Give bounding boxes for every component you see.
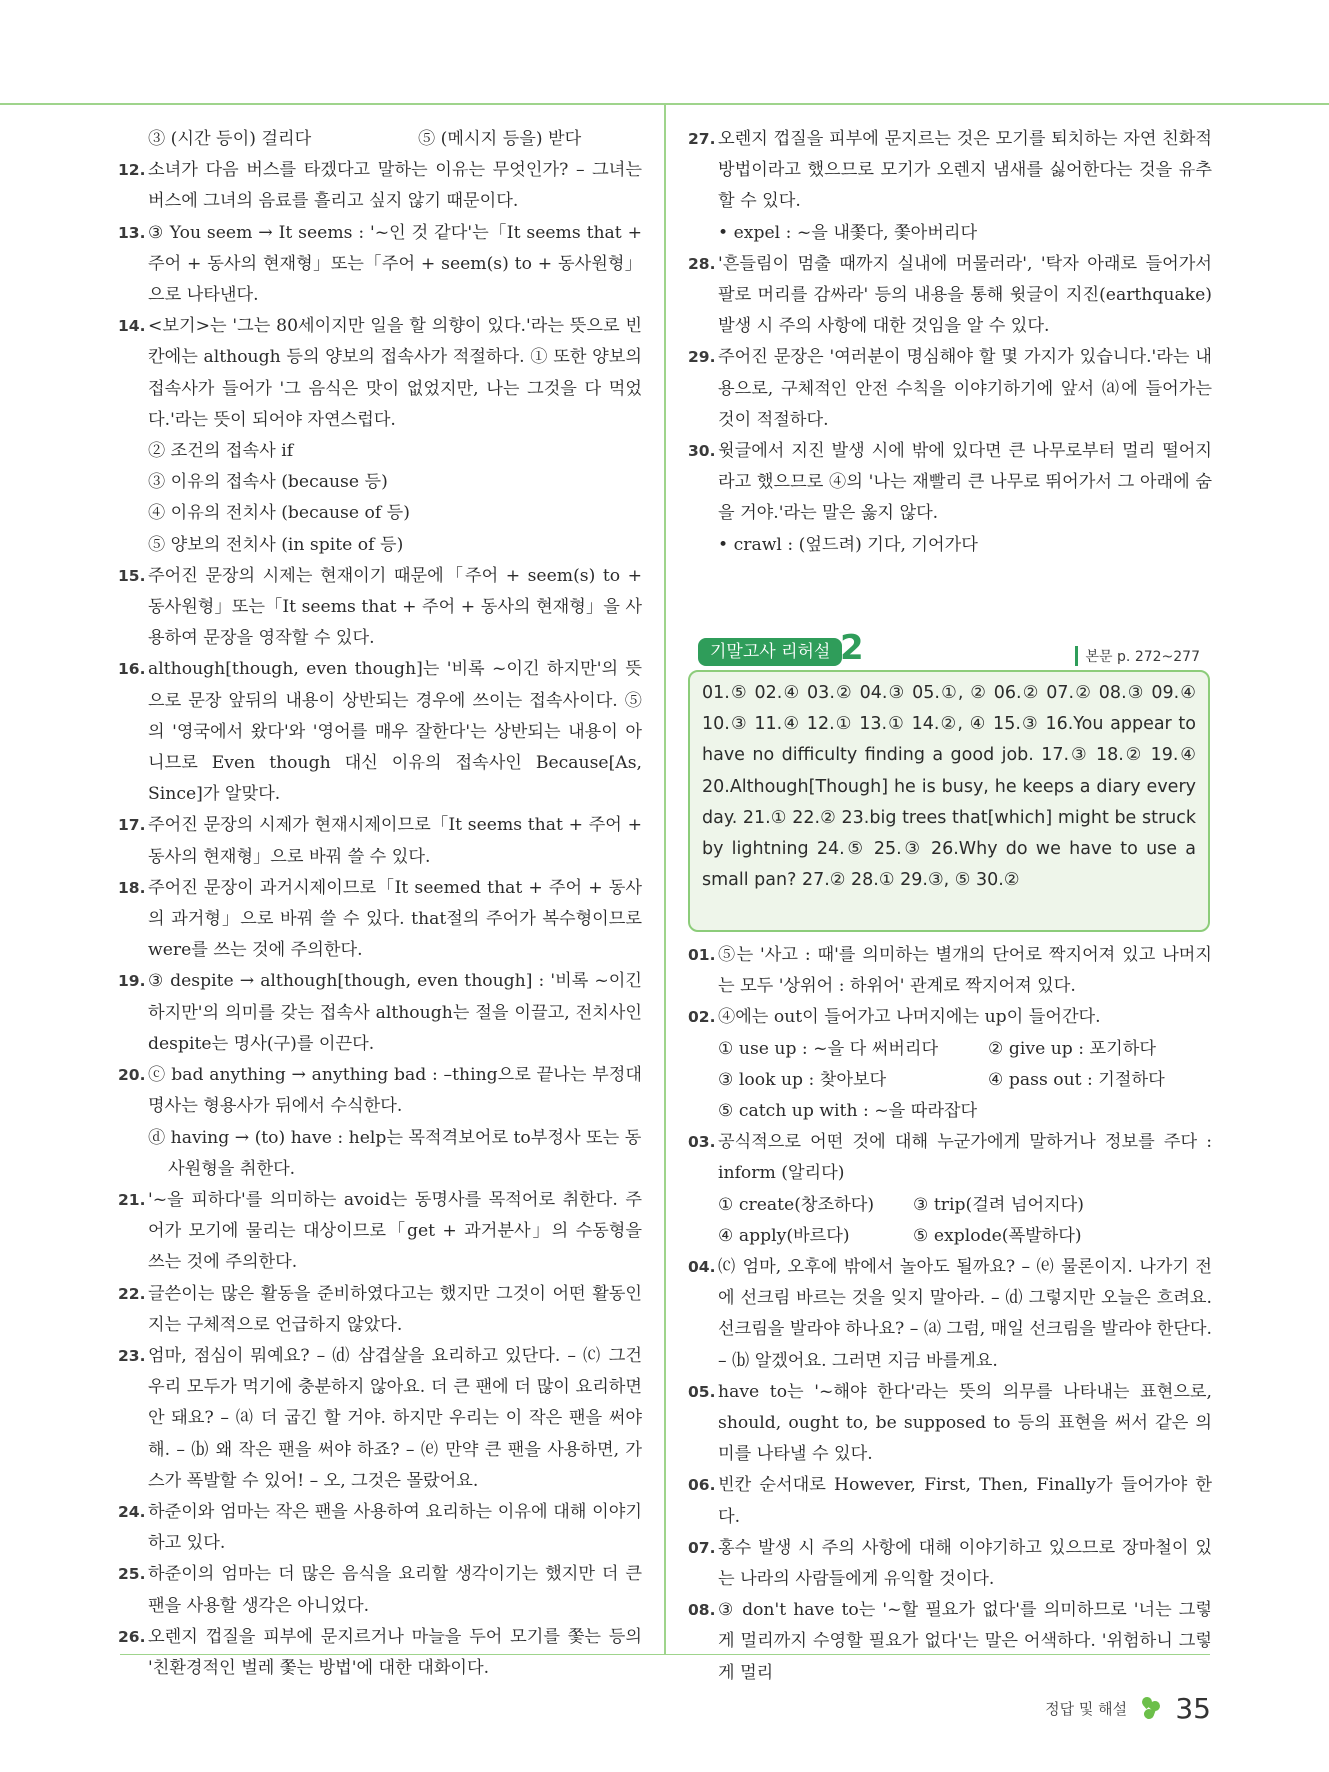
item-number: 26. [118, 1627, 146, 1646]
sub-line: • crawl : (엎드려) 기다, 기어가다 [718, 534, 978, 555]
sub-line: ③ 이유의 접속사 (because 등) [148, 472, 388, 493]
footer-label: 정답 및 해설 [1045, 1700, 1128, 1718]
right-column-bottom [688, 940, 1212, 1689]
item-number: 24. [118, 1502, 146, 1521]
item-number: 12. [118, 161, 146, 180]
item-text: 윗글에서 지진 발생 시에 밖에 있다면 큰 나무로부터 멀리 떨어지라고 했으므로 ④의 '나는 재빨리 큰 나무로 뛰어가서 그 아래에 숨을 거야.'라는 말은 옳지 않다. [718, 441, 1212, 524]
option-text: ⑤ explode(폭발하다) [913, 1225, 1082, 1246]
option-pair [688, 1221, 1212, 1252]
item-number: 16. [118, 660, 146, 679]
option-pair [688, 1034, 1212, 1065]
option-text: ⑤ (메시지 등을) 받다 [418, 129, 582, 149]
answer-item [118, 218, 642, 312]
item-text: <보기>는 '그는 80세이지만 일을 할 의향이 있다.'라는 뜻으로 빈칸에는 although 등의 양보의 접속사가 적절하다. ① 또한 양보의 접속사가 들어가 '그 음식은 맛이 없었지만, 나는 그것을 다 먹었다.'라는 뜻이 되어야 자연스럽다. [148, 316, 642, 430]
item-number: 03. [688, 1133, 716, 1152]
option-text: ③ (시간 등이) 걸리다 [148, 129, 312, 149]
item-text: although[though, even though]는 '비록 ~이긴 하지만'의 뜻으로 문장 앞뒤의 내용이 상반되는 경우에 쓰이는 접속사이다. ⑤의 '영국에서 왔다'와 '영어를 매우 잘한다'는 상반되는 내용이 아니므로 Even though 대신 이유의 접속사인 Because[As, Since]가 알맞다. [148, 659, 642, 805]
sub-line: ⑤ catch up with : ~을 따라잡다 [718, 1101, 978, 1122]
column-divider [664, 104, 666, 1654]
item-text: '흔들림이 멈출 때까지 실내에 머물러라', '탁자 아래로 들어가서 팔로 머리를 감싸라' 등의 내용을 통해 윗글이 지진(earthquake) 발생 시 주의 사항에 대한 것임을 알 수 있다. [718, 253, 1212, 337]
item-text: 오렌지 껍질을 피부에 문지르거나 마늘을 두어 모기를 쫓는 등의 '친환경적인 벌레 쫓는 방법'에 대한 대화이다. [148, 1626, 642, 1678]
answer-item [118, 654, 642, 810]
item-text: 오렌지 껍질을 피부에 문지르는 것은 모기를 퇴치하는 자연 친화적 방법이라고 했으므로 모기가 오렌지 냄새를 싫어한다는 것을 유추할 수 있다. [718, 129, 1212, 212]
item-text: 빈칸 순서대로 However, First, Then, Finally가 들어가야 한다. [718, 1475, 1212, 1527]
item-text: ⑤는 '사고 : 때'를 의미하는 별개의 단어로 짝지어져 있고 나머지는 모두 '상위어 : 하위어' 관계로 짝지어져 있다. [718, 945, 1212, 997]
item-text: 주어진 문장의 시제가 현재시제이므로「It seems that + 주어 + 동사의 현재형」으로 바꿔 쓸 수 있다. [148, 815, 642, 867]
sub-line: ④ 이유의 전치사 (because of 등) [148, 503, 410, 524]
sub-line: • expel : ~을 내쫓다, 쫓아버리다 [718, 222, 978, 243]
answer-key-box: 01.⑤ 02.④ 03.② 04.③ 05.①, ② 06.② 07.② 08.③ 09.④ 10.③ 11.④ 12.① 13.① 14.②, ④ 15.③ 16.You appear to have no difficulty finding a good job. 17.③ 18.② 19.④ 20.Although[Though] he is busy, he keeps a diary every day. 21.① 22.② 23.big trees that[which] might be struck by lightning 24.⑤ 25.③ 26.Why do we have to use a small pan? 27.② 28.① 29.③, ⑤ 30.② [688, 670, 1210, 932]
option-text: ① create(창조하다) [718, 1194, 875, 1215]
answer-item [118, 1060, 642, 1122]
left-column [118, 124, 642, 1684]
right-column-top [688, 124, 1212, 561]
option-text: ① use up : ~을 다 써버리다 [718, 1038, 939, 1059]
page-reference: 본문 p. 272~277 [1075, 646, 1200, 666]
item-text: ④에는 out이 들어가고 나머지에는 up이 들어간다. [718, 1007, 1101, 1028]
item-number: 29. [688, 348, 716, 367]
sub-line: ⑤ 양보의 전치사 (in spite of 등) [148, 534, 404, 555]
option-text: ④ pass out : 기절하다 [988, 1069, 1165, 1090]
item-number: 22. [118, 1284, 146, 1303]
item-number: 28. [688, 254, 716, 273]
item-number: 05. [688, 1382, 716, 1401]
item-number: 07. [688, 1538, 716, 1557]
option-text: ④ apply(바르다) [718, 1225, 850, 1246]
sub-line: ② 조건의 접속사 if [148, 441, 294, 462]
item-text: ③ You seem → It seems : '~인 것 같다'는「It seems that + 주어 + 동사의 현재형」또는「주어 + seem(s) to + 동사원형」으로 나타낸다. [148, 222, 642, 306]
item-number: 17. [118, 816, 146, 835]
item-text: 하준이의 엄마는 더 많은 음식을 요리할 생각이기는 했지만 더 큰 팬을 사용할 생각은 아니었다. [148, 1564, 642, 1616]
item-text: ③ despite → although[though, even though] : '비록 ~이긴 하지만'의 의미를 갖는 접속사 although는 절을 이끌고, 전치사인 despite는 명사(구)를 이끈다. [148, 971, 642, 1054]
item-number: 21. [118, 1190, 146, 1209]
answer-item [688, 1377, 1212, 1471]
answer-item [118, 1497, 642, 1559]
answer-item [118, 873, 642, 967]
item-number: 18. [118, 878, 146, 897]
option-text: ② give up : 포기하다 [988, 1038, 1156, 1059]
option-pair [688, 1190, 1212, 1221]
answer-item [118, 1622, 642, 1684]
item-number: 27. [688, 130, 716, 148]
answer-item [118, 1559, 642, 1621]
item-number: 02. [688, 1008, 716, 1027]
answer-item [118, 155, 642, 217]
item-number: 25. [118, 1565, 146, 1584]
item-text: ⓒ bad anything → anything bad : –thing으로 끝나는 부정대명사는 형용사가 뒤에서 수식한다. [148, 1065, 642, 1117]
item-number: 04. [688, 1258, 716, 1277]
answer-item [118, 561, 642, 655]
item-text: ⒞ 엄마, 오후에 밖에서 놀아도 될까요? – ⒠ 물론이지. 나가기 전에 선크림 바르는 것을 잊지 말아라. – ⒟ 그렇지만 오늘은 흐려요. 선크림을 발라야 하나요? – ⒜ 그럼, 매일 선크림을 발라야 한단다. – ⒝ 알겠어요. 그러면 지금 바를게요. [718, 1257, 1212, 1371]
answer-item [118, 810, 642, 872]
section-header [698, 628, 1210, 670]
answer-item [118, 1185, 642, 1279]
option-text: ③ look up : 찾아보다 [718, 1069, 887, 1090]
item-number: 15. [118, 566, 146, 585]
answer-item [688, 1533, 1212, 1595]
answer-item [688, 1252, 1212, 1377]
answer-item [118, 1279, 642, 1341]
item-number: 01. [688, 946, 716, 964]
item-text: 하준이와 엄마는 작은 팬을 사용하여 요리하는 이유에 대해 이야기하고 있다. [148, 1501, 642, 1554]
item-number: 14. [118, 317, 146, 336]
item-number: 06. [688, 1476, 716, 1495]
answer-item [688, 436, 1212, 530]
sub-line: ⓓ having → (to) have : help는 목적격보어로 to부정사 또는 동사원형을 취한다. [148, 1127, 642, 1179]
answer-item [688, 124, 1212, 218]
leaf-icon [1140, 1695, 1162, 1723]
answer-item [688, 1127, 1212, 1189]
item-text: 주어진 문장이 과거시제이므로「It seemed that + 주어 + 동사의 과거형」으로 바꿔 쓸 수 있다. that절의 주어가 복수형이므로 were를 쓰는 것에 주의한다. [148, 877, 642, 961]
item-text: '~을 피하다'를 의미하는 avoid는 동명사를 목적어로 취한다. 주어가 모기에 물리는 대상이므로「get + 과거분사」의 수동형을 쓰는 것에 주의한다. [148, 1189, 642, 1273]
answer-item [688, 1595, 1212, 1689]
item-number: 23. [118, 1346, 146, 1365]
option-pair [118, 124, 642, 155]
item-number: 19. [118, 972, 146, 991]
item-text: 엄마, 점심이 뭐예요? – ⒟ 삼겹살을 요리하고 있단다. – ⒞ 그건 우리 모두가 먹기에 충분하지 않아요. 더 큰 팬에 더 많이 요리하면 안 돼요? – ⒜ 더 굽긴 할 거야. 하지만 우리는 이 작은 팬을 써야 해. – ⒝ 왜 작은 팬을 써야 하죠? – ⒠ 만약 큰 팬을 사용하면, 가스가 폭발할 수 있어! – 오, 그것은 몰랐어요. [148, 1345, 642, 1491]
option-text: ③ trip(걸려 넘어지다) [913, 1194, 1084, 1215]
item-number: 20. [118, 1066, 146, 1085]
answer-item [688, 940, 1212, 1002]
item-number: 08. [688, 1601, 716, 1620]
item-text: 소녀가 다음 버스를 타겠다고 말하는 이유는 무엇인가? – 그녀는 버스에 그녀의 음료를 흘리고 싶지 않기 때문이다. [148, 160, 642, 212]
item-text: 홍수 발생 시 주의 사항에 대해 이야기하고 있으므로 장마철이 있는 나라의 사람들에게 유익할 것이다. [718, 1537, 1212, 1590]
answer-item [118, 311, 642, 436]
option-pair [688, 1065, 1212, 1096]
item-number: 30. [688, 442, 716, 461]
answer-item [688, 342, 1212, 436]
page-footer [1045, 1692, 1211, 1725]
item-number: 13. [118, 223, 146, 242]
section-number: 2 [840, 628, 864, 668]
answer-item [118, 1341, 642, 1497]
item-text: 주어진 문장은 '여러분이 명심해야 할 몇 가지가 있습니다.'라는 내용으로, 구체적인 안전 수칙을 이야기하기에 앞서 ⒜에 들어가는 것이 적절하다. [718, 347, 1212, 430]
answer-item [118, 966, 642, 1060]
item-text: 주어진 문장의 시제는 현재이기 때문에「주어 + seem(s) to + 동사원형」또는「It seems that + 주어 + 동사의 현재형」을 사용하여 문장을 영작할 수 있다. [148, 565, 642, 649]
page-number: 35 [1175, 1692, 1211, 1725]
answer-item [688, 1002, 1212, 1033]
item-text: 글쓴이는 많은 활동을 준비하였다고는 했지만 그것이 어떤 활동인지는 구체적으로 언급하지 않았다. [148, 1283, 642, 1335]
section-label: 기말고사 리허설 [698, 638, 842, 666]
answer-item [688, 249, 1212, 343]
item-text: 공식적으로 어떤 것에 대해 누군가에게 말하거나 정보를 주다 : inform (알리다) [718, 1132, 1212, 1184]
item-text: ③ don't have to는 '~할 필요가 없다'를 의미하므로 '너는 그렇게 멀리까지 수영할 필요가 없다'는 말은 어색하다. '위험하니 그렇게 멀리 [718, 1600, 1212, 1683]
answer-item [688, 1470, 1212, 1532]
item-text: have to는 '~해야 한다'라는 뜻의 의무를 나타내는 표현으로, should, ought to, be supposed to 등의 표현을 써서 같은 의미를 나타낼 수 있다. [718, 1381, 1212, 1465]
